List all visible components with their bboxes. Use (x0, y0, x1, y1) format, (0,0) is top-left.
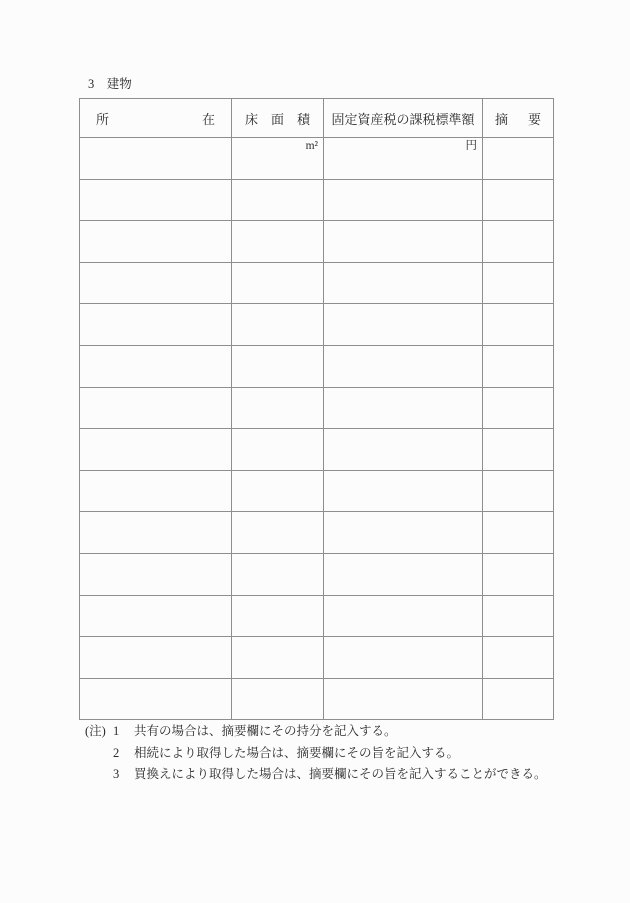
empty-row-8-cell-tax_base (324, 470, 483, 512)
empty-row-3-cell-location (80, 262, 232, 304)
empty-row-13-cell-floor_area (232, 678, 324, 720)
empty-row-10-cell-tax_base (324, 553, 483, 595)
empty-row-10-cell-location (80, 553, 232, 595)
empty-row-2-cell-floor_area (232, 221, 324, 263)
note-text: 相続により取得した場合は、摘要欄にその旨を記入する。 (134, 745, 460, 760)
empty-row-10-cell-remarks (483, 553, 554, 595)
column-header-label: 所 在 (96, 111, 215, 127)
note-number: 2 (113, 745, 120, 760)
note-line-2 (85, 743, 547, 765)
column-header-tax_base: 固定資産税の課税標準額 (324, 99, 483, 138)
note-line-3 (85, 764, 547, 786)
empty-row-2-cell-location (80, 221, 232, 263)
empty-row-7-cell-tax_base (324, 429, 483, 471)
note-marker (85, 743, 113, 765)
empty-row-12-cell-floor_area (232, 637, 324, 679)
empty-row-4 (80, 304, 554, 346)
empty-row-12-cell-tax_base (324, 637, 483, 679)
empty-row-4-cell-floor_area (232, 304, 324, 346)
empty-row-8 (80, 470, 554, 512)
empty-row-2-cell-tax_base (324, 221, 483, 263)
empty-row-6-cell-floor_area (232, 387, 324, 429)
empty-row-11-cell-location (80, 595, 232, 637)
empty-row-11-cell-floor_area (232, 595, 324, 637)
empty-row-9 (80, 512, 554, 554)
empty-row-1-cell-floor_area (232, 179, 324, 221)
column-header-location (80, 99, 232, 138)
empty-row-5-cell-tax_base (324, 345, 483, 387)
empty-row-6 (80, 387, 554, 429)
empty-row-4-cell-tax_base (324, 304, 483, 346)
empty-row-12-cell-location (80, 637, 232, 679)
table-header (80, 99, 554, 138)
empty-row-8-cell-floor_area (232, 470, 324, 512)
empty-row-11-cell-remarks (483, 595, 554, 637)
empty-row-7-cell-remarks (483, 429, 554, 471)
empty-row-8-cell-remarks (483, 470, 554, 512)
unit-row (80, 138, 554, 180)
empty-row-3-cell-tax_base (324, 262, 483, 304)
note-text: 共有の場合は、摘要欄にその持分を記入する。 (134, 724, 397, 738)
empty-row-10 (80, 553, 554, 595)
empty-row-1-cell-tax_base (324, 179, 483, 221)
empty-row-13-cell-remarks (483, 678, 554, 720)
column-header-label: 摘 要 (495, 111, 541, 127)
table-header-row (80, 99, 554, 138)
empty-row-4-cell-location (80, 304, 232, 346)
building-table (79, 98, 554, 720)
unit-row-cell-floor_area: m² (232, 138, 324, 180)
empty-row-3-cell-floor_area (232, 262, 324, 304)
empty-row-7-cell-location (80, 429, 232, 471)
empty-row-2 (80, 221, 554, 263)
section-title: 3 建物 (88, 77, 132, 91)
note-marker: (注) (85, 724, 106, 738)
empty-row-12-cell-remarks (483, 637, 554, 679)
empty-row-12 (80, 637, 554, 679)
note-line-1 (85, 721, 547, 743)
empty-row-11-cell-tax_base (324, 595, 483, 637)
table-body (80, 138, 554, 720)
empty-row-5-cell-remarks (483, 345, 554, 387)
empty-row-6-cell-remarks (483, 387, 554, 429)
empty-row-6-cell-tax_base (324, 387, 483, 429)
column-header-label: 床 面 積 (245, 111, 310, 127)
empty-row-13 (80, 678, 554, 720)
empty-row-6-cell-location (80, 387, 232, 429)
empty-row-8-cell-location (80, 470, 232, 512)
column-header-remarks (483, 99, 554, 138)
empty-row-9-cell-remarks (483, 512, 554, 554)
empty-row-3-cell-remarks (483, 262, 554, 304)
unit-row-cell-location (80, 138, 232, 180)
empty-row-1-cell-remarks (483, 179, 554, 221)
empty-row-5 (80, 345, 554, 387)
note-number: 3 (113, 767, 120, 781)
empty-row-1-cell-location (80, 179, 232, 221)
empty-row-9-cell-tax_base (324, 512, 483, 554)
empty-row-4-cell-remarks (483, 304, 554, 346)
empty-row-10-cell-floor_area (232, 553, 324, 595)
empty-row-9-cell-location (80, 512, 232, 554)
empty-row-2-cell-remarks (483, 221, 554, 263)
empty-row-3 (80, 262, 554, 304)
empty-row-7-cell-floor_area (232, 429, 324, 471)
unit-row-cell-tax_base: 円 (324, 138, 483, 180)
empty-row-13-cell-location (80, 678, 232, 720)
empty-row-7 (80, 429, 554, 471)
notes-section (85, 721, 547, 786)
note-text: 買換えにより取得した場合は、摘要欄にその旨を記入することができる。 (134, 767, 547, 781)
column-header-floor_area (232, 99, 324, 138)
empty-row-5-cell-location (80, 345, 232, 387)
note-number: 1 (113, 724, 120, 738)
empty-row-13-cell-tax_base (324, 678, 483, 720)
empty-row-5-cell-floor_area (232, 345, 324, 387)
empty-row-9-cell-floor_area (232, 512, 324, 554)
empty-row-11 (80, 595, 554, 637)
empty-row-1 (80, 179, 554, 221)
unit-row-cell-remarks (483, 138, 554, 180)
note-marker (85, 764, 113, 786)
